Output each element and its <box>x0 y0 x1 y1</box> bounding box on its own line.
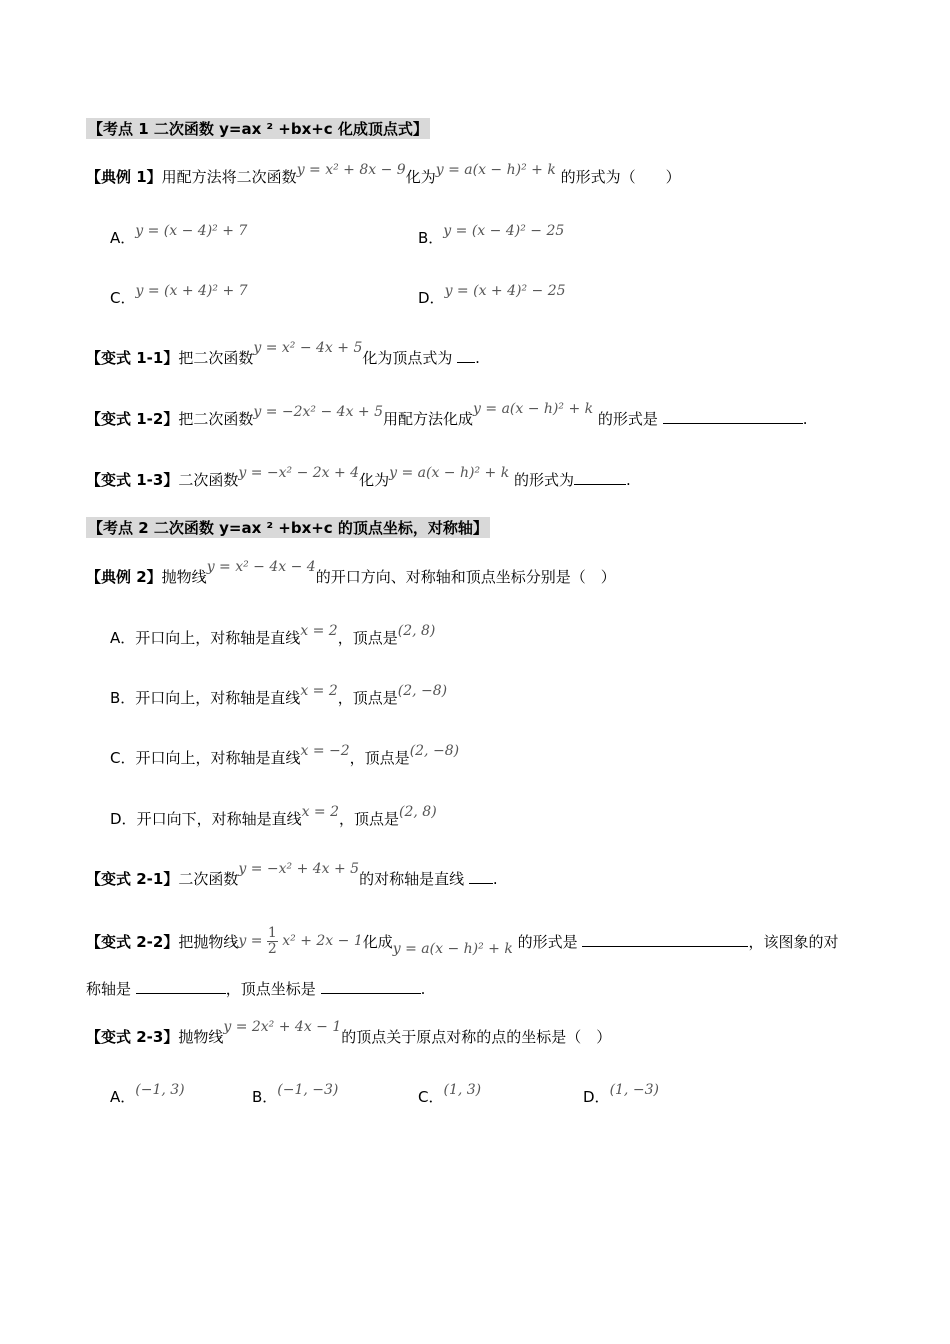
option-label: D． <box>418 289 445 307</box>
answer-blank <box>469 869 493 884</box>
variant-2-3-option-b <box>252 1082 339 1107</box>
answer-blank <box>321 979 421 994</box>
text: 化为 <box>405 168 436 186</box>
variant-2-3-option-c <box>418 1082 482 1107</box>
topic-2-heading: 【考点 2 二次函数 y=ax ² +bx+c 的顶点坐标，对称轴】 <box>88 519 488 537</box>
option-label: A． <box>110 629 136 647</box>
example-2-option-a <box>110 623 436 648</box>
variant-tag: 【变式 2-2】 <box>86 933 179 952</box>
fraction: $\frac{1}{2}$ <box>267 925 277 957</box>
text: 化为 <box>359 471 390 489</box>
text: 二次函数 <box>178 471 239 489</box>
option-expr: y = (x − 4)² − 25 <box>443 223 565 239</box>
text: 开口向上，对称轴是直线 <box>135 749 301 767</box>
answer-blank <box>136 979 226 994</box>
text: 开口向上，对称轴是直线 <box>135 629 301 647</box>
variant-1-3 <box>86 465 631 490</box>
variant-2-1 <box>86 861 498 889</box>
equation: y = x² + 8x − 9 <box>296 162 406 178</box>
text: ，顶点是 <box>339 810 400 828</box>
variant-2-2-continued <box>86 978 425 999</box>
example-2-option-b <box>110 683 448 708</box>
option-label: B． <box>418 229 444 247</box>
text: 开口向下，对称轴是直线 <box>136 810 302 828</box>
axis-expr: x = 2 <box>300 623 338 639</box>
variant-tag: 【变式 1-1】 <box>86 349 179 367</box>
text: 的对称轴是直线 <box>359 870 465 888</box>
vertex-expr: (2, 8) <box>397 623 436 639</box>
answer-blank <box>582 932 748 947</box>
equation: y = $\frac{1}{2}$ x² + 2x − 1 <box>238 925 363 957</box>
vertex-expr: (2, −8) <box>397 683 448 699</box>
equation: y = x² − 4x + 5 <box>253 340 363 356</box>
text: 抛物线 <box>178 1028 224 1046</box>
vertex-form: y = a(x − h)² + k <box>435 162 556 178</box>
text: 把二次函数 <box>178 410 254 428</box>
text: 的开口方向、对称轴和顶点坐标分别是（ ） <box>315 568 616 586</box>
text: 化成 <box>362 933 393 952</box>
option-expr: (−1, 3) <box>135 1082 185 1098</box>
option-label: D． <box>110 810 137 828</box>
equation: y = −2x² − 4x + 5 <box>253 404 384 420</box>
example-1-question <box>86 162 681 187</box>
text: ，顶点是 <box>337 629 398 647</box>
option-label: C． <box>110 749 136 767</box>
axis-expr: x = 2 <box>301 804 340 820</box>
variant-tag: 【变式 1-3】 <box>86 471 179 489</box>
vertex-form: y = a(x − h)² + k <box>389 465 510 481</box>
example-1-option-a <box>110 223 248 248</box>
text: . <box>626 471 631 489</box>
option-expr: y = (x + 4)² − 25 <box>444 283 566 299</box>
text: 开口向上，对称轴是直线 <box>135 689 301 707</box>
equation: y = −x² − 2x + 4 <box>238 465 360 481</box>
example-2-question <box>86 559 616 587</box>
option-label: D． <box>583 1088 610 1106</box>
variant-tag: 【变式 1-2】 <box>86 410 179 428</box>
example-1-tag: 【典例 1】 <box>86 168 162 186</box>
answer-blank <box>457 348 475 363</box>
variant-2-2 <box>86 925 839 958</box>
text: ，顶点是 <box>349 749 410 767</box>
variant-2-3 <box>86 1019 612 1047</box>
vertex-form: y = a(x − h)² + k <box>473 401 594 417</box>
text: 把二次函数 <box>178 349 254 367</box>
example-2-tag: 【典例 2】 <box>86 568 162 586</box>
option-label: C． <box>110 289 136 307</box>
example-2-option-c <box>110 743 460 768</box>
equation: y = 2x² + 4x − 1 <box>223 1019 342 1035</box>
text: . <box>420 980 426 998</box>
text: 的形式是 <box>517 933 578 952</box>
text: 化为顶点式为 <box>362 349 453 367</box>
option-label: A． <box>110 1088 136 1106</box>
example-2-option-d <box>110 804 437 829</box>
text: . <box>802 410 808 428</box>
topic-1-heading: 【考点 1 二次函数 y=ax ² +bx+c 化成顶点式】 <box>88 120 428 138</box>
text: 的形式为 <box>513 471 574 489</box>
text: 把抛物线 <box>178 933 239 952</box>
text: 抛物线 <box>161 568 207 586</box>
text: 用配方法化成 <box>383 410 474 428</box>
axis-expr: x = 2 <box>300 683 338 699</box>
variant-tag: 【变式 2-3】 <box>86 1028 179 1046</box>
variant-1-1 <box>86 340 480 368</box>
text: ，顶点是 <box>337 689 398 707</box>
option-expr: y = (x − 4)² + 7 <box>135 223 248 239</box>
option-label: B． <box>110 689 136 707</box>
axis-expr: x = −2 <box>300 743 350 759</box>
text: 的形式是 <box>597 410 658 428</box>
option-expr: (1, −3) <box>609 1082 659 1098</box>
variant-2-3-option-d <box>583 1082 659 1107</box>
text: 二次函数 <box>178 870 239 888</box>
vertex-expr: (2, 8) <box>399 804 437 820</box>
text: 的顶点关于原点对称的点的坐标是（ ） <box>341 1028 612 1046</box>
answer-blank <box>574 470 626 485</box>
variant-1-2 <box>86 401 808 429</box>
example-1-option-d <box>418 283 566 308</box>
variant-tag: 【变式 2-1】 <box>86 870 179 888</box>
option-expr: y = (x + 4)² + 7 <box>135 283 248 299</box>
option-label: C． <box>418 1088 444 1106</box>
equation: y = x² − 4x − 4 <box>206 559 316 575</box>
example-1-option-b <box>418 223 565 248</box>
text: . <box>492 870 498 888</box>
equation: y = −x² + 4x + 5 <box>238 861 360 877</box>
option-label: A． <box>110 229 136 247</box>
example-1-option-c <box>110 283 248 308</box>
text: . <box>475 349 480 367</box>
text: 的形式为（ ） <box>560 168 681 186</box>
variant-2-3-option-a <box>110 1082 185 1107</box>
text: 用配方法将二次函数 <box>161 168 297 186</box>
text: ，顶点坐标是 <box>225 980 316 998</box>
text: 称轴是 <box>86 980 132 998</box>
vertex-form: y = a(x − h)² + k <box>392 941 513 958</box>
answer-blank <box>663 409 803 424</box>
option-expr: (1, 3) <box>443 1082 482 1098</box>
text: ，该图象的对 <box>748 933 839 952</box>
option-label: B． <box>252 1088 278 1106</box>
vertex-expr: (2, −8) <box>409 743 460 759</box>
option-expr: (−1, −3) <box>277 1082 339 1098</box>
